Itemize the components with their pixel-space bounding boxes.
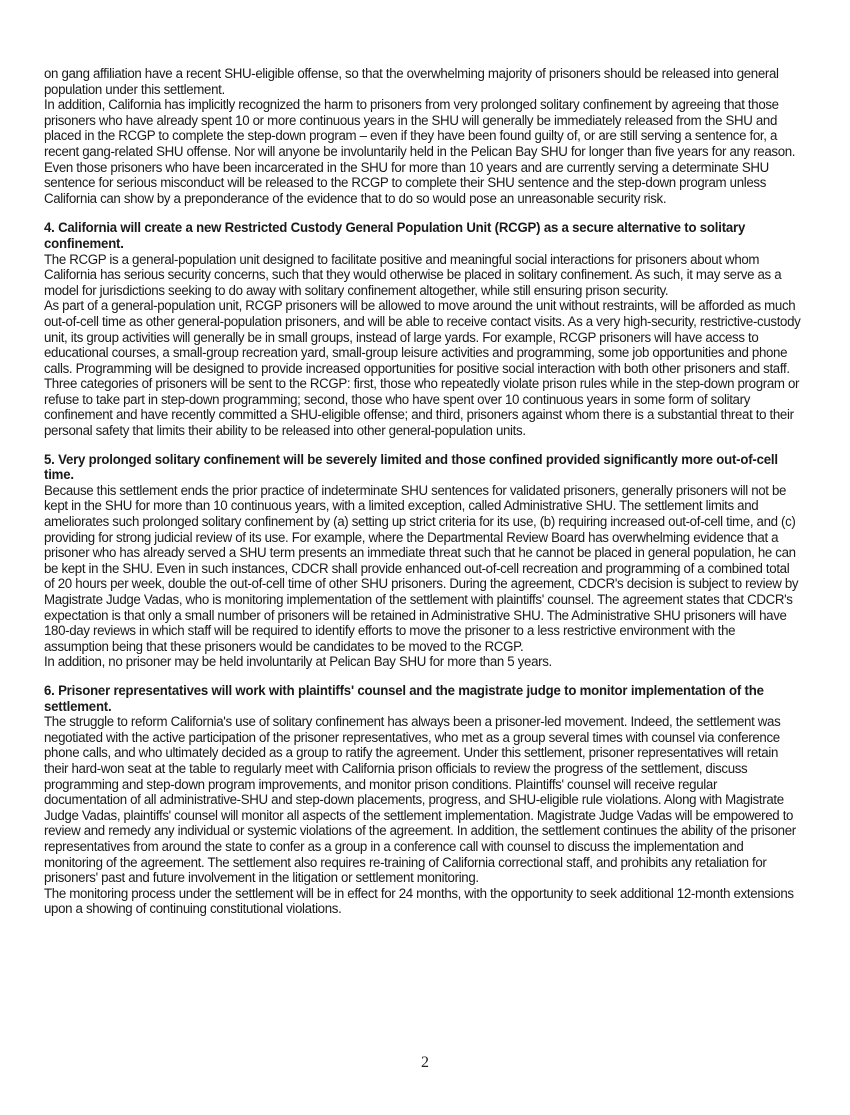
section-paragraph: The RCGP is a general-population unit designed to facilitate positive and meaningful social interactions for prisoners about whom California has serious security concerns, such that they would otherwise be placed in solitary confinement. As such, it may serve as a model for jurisdictions seeking to do away with solitary confinement altogether, while still ensuring prison security. <box>44 251 782 298</box>
section-5 <box>44 452 814 670</box>
section-paragraph: Because this settlement ends the prior practice of indeterminate SHU sentences for validated prisoners, generally prisoners will not be kept in the SHU for more than 10 continuous years, with a limited exception, called Administrative SHU. The settlement limits and ameliorates such prolonged solitary confinement by (a) setting up strict criteria for its use, (b) requiring increased out-of-cell time, and (c) providing for strong judicial review of its use. For example, where the Departmental Review Board has overwhelming evidence that a prisoner who has already served a SHU term presents an immediate threat such that he cannot be placed in general population, he can be kept in the SHU. Even in such instances, CDCR shall provide enhanced out-of-cell recreation and programming of a combined total of 20 hours per week, double the out-of-cell time of other SHU prisoners. During the agreement, CDCR's decision is subject to review by Magistrate Judge Vadas, who is monitoring implementation of the settlement with plaintiffs' counsel. The agreement states that CDCR's expectation is that only a small number of prisoners will be retained in Administrative SHU. The Administrative SHU prisoners will have 180-day reviews in which staff will be required to identify efforts to move the prisoner to a less restrictive environment with the assumption being that these prisoners would be candidates to be moved to the RCGP. <box>44 482 799 654</box>
page-number: 2 <box>421 1054 429 1071</box>
section-paragraph: In addition, no prisoner may be held involuntarily at Pelican Bay SHU for more than 5 years. <box>44 654 552 670</box>
document-page <box>44 66 814 917</box>
section-6 <box>44 683 814 917</box>
intro-paragraph: In addition, California has implicitly recognized the harm to prisoners from very prolonged solitary confinement by agreeing that those prisoners who have already spent 10 or more continuous years in the SHU will generally be immediately released from the SHU and placed in the RCGP to complete the step-down program – even if they have been found guilty of, or are still serving a sentence for, a recent gang-related SHU offense. Nor will anyone be involuntarily held in the Pelican Bay SHU for longer than five years for any reason. Even those prisoners who have been incarcerated in the SHU for more than 10 years and are currently serving a determinate SHU sentence for serious misconduct will be released to the RCGP to complete their SHU sentence and the step-down program unless California can show by a preponderance of the evidence that to do so would pose an unreasonable security risk. <box>44 97 796 206</box>
section-heading: 4. California will create a new Restricted Custody General Population Unit (RCGP) as a secure alternative to solitary confinement. <box>44 220 746 251</box>
section-heading: 5. Very prolonged solitary confinement will be severely limited and those confined provided significantly more out-of-cell time. <box>44 451 778 483</box>
section-paragraph: As part of a general-population unit, RCGP prisoners will be allowed to move around the unit without restraints, will be afforded as much out-of-cell time as other general-population prisoners, and will be able to receive contact visits. As a very high-security, restrictive-custody unit, its group activities will generally be in small groups, instead of large yards. For example, RCGP prisoners will have access to educational courses, a small-group recreation yard, small-group leisure activities and programming, some job opportunities and phone calls. Programming will be designed to provide increased opportunities for positive social interaction with both other prisoners and staff. <box>44 298 801 376</box>
section-paragraph: The monitoring process under the settlement will be in effect for 24 months, with the opportunity to seek additional 12-month extensions upon a showing of continuing constitutional violations. <box>44 885 794 917</box>
section-paragraph: Three categories of prisoners will be sent to the RCGP: first, those who repeatedly violate prison rules while in the step-down program or refuse to take part in step-down programming; second, those who have spent over 10 continuous years in some form of solitary confinement and have recently committed a SHU-eligible offense; and third, prisoners against whom there is a substantial threat to their personal safety that limits their ability to be released into other general-population units. <box>44 376 800 439</box>
section-paragraph: The struggle to reform California's use of solitary confinement has always been a prisoner-led movement. Indeed, the settlement was negotiated with the active participation of the prisoner representatives, who met as a group several times with counsel via conference phone calls, and who ultimately decided as a group to ratify the agreement. Under this settlement, prisoner representatives will retain their hard-won seat at the table to regularly meet with California prison officials to review the progress of the settlement, discuss programming and step-down program improvements, and monitor prison conditions. Plaintiffs' counsel will receive regular documentation of all administrative-SHU and step-down placements, progress, and SHU-eligible rule violations. Along with Magistrate Judge Vadas, plaintiffs' counsel will monitor all aspects of the settlement implementation. Magistrate Judge Vadas will be empowered to review and remedy any individual or systemic violations of the agreement. In addition, the settlement continues the ability of the prisoner representatives from around the state to confer as a group in a conference call with counsel to discuss the implementation and monitoring of the agreement. The settlement also requires re-training of California correctional staff, and prohibits any retaliation for prisoners' past and future involvement in the litigation or settlement monitoring. <box>44 714 796 886</box>
section-heading: 6. Prisoner representatives will work with plaintiffs' counsel and the magistrate judge to monitor implementation of the settlement. <box>44 682 764 714</box>
section-4 <box>44 220 814 438</box>
intro-paragraph: on gang affiliation have a recent SHU-eligible offense, so that the overwhelming majority of prisoners should be released into general population under this settlement. <box>44 66 779 97</box>
intro-block <box>44 66 814 206</box>
